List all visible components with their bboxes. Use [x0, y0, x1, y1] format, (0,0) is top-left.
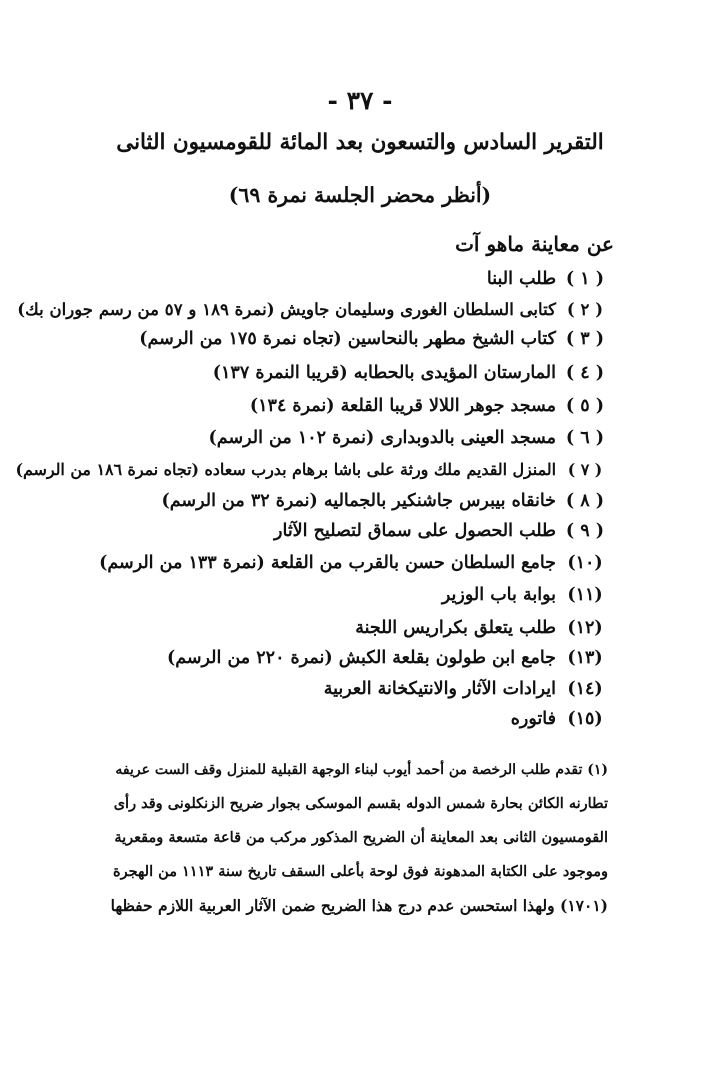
- report-subtitle: (أنظر محضر الجلسة نمرة ٦٩): [228, 183, 492, 207]
- item-number: ( ٤ ): [565, 363, 605, 383]
- item-text: طلب يتعلق بكراريس اللجنة: [355, 618, 556, 638]
- item-text: مسجد جوهر اللالا قريبا القلعة (نمرة ١٣٤): [249, 396, 556, 416]
- list-item: [209, 423, 610, 453]
- item-number: (١٢): [567, 618, 603, 638]
- paragraph-line: وموجود على الكتابة المدهونة فوق لوحة بأعلى السقف تاريخ سنة ١١١٣ من الهجرة: [113, 863, 608, 880]
- list-item: [139, 324, 610, 354]
- list-item: [213, 358, 610, 388]
- page-number: - ٣٧ -: [327, 86, 393, 115]
- item-text: طلب الحصول على سماق لتصليح الآثار: [274, 521, 556, 541]
- item-number: ( ٦ ): [565, 428, 605, 448]
- item-number: (١٥): [567, 709, 603, 729]
- item-text: كتابى السلطان الغورى وسليمان جاويش (نمرة ١٨٩ و ٥٧ من رسم جوران بك): [17, 299, 556, 319]
- paragraph-line: (١٧٠١) ولهذا استحسن عدم درج هذا الضريح ضمن الآثار العربية اللازم حفظها: [110, 896, 608, 915]
- section-heading: عن معاينة ماهو آت: [455, 232, 614, 256]
- list-item: [442, 580, 610, 610]
- item-number: ( ١ ): [565, 269, 605, 289]
- item-number: ( ٧ ): [567, 460, 603, 479]
- item-text: جامع السلطان حسن بالقرب من القلعة (نمرة ١٣٣ من الرسم): [99, 553, 556, 573]
- list-item: [17, 294, 610, 324]
- list-item: [355, 613, 610, 643]
- item-number: (١٤): [567, 679, 603, 699]
- item-text: ايرادات الآثار والانتيكخانة العربية: [323, 679, 556, 699]
- item-text: مسجد العينى بالدوبدارى (نمرة ١٠٢ من الرسم): [208, 428, 556, 448]
- list-item: [99, 548, 610, 578]
- body-paragraph: [108, 753, 608, 923]
- list-item: [487, 264, 610, 294]
- item-text: خانقاه بيبرس جاشنكير بالجماليه (نمرة ٣٢ من الرسم): [161, 491, 556, 511]
- list-item: [167, 643, 610, 673]
- item-number: (١١): [567, 585, 603, 605]
- paragraph-line: تطارنه الكائن بحارة شمس الدوله بقسم الموسكى بجوار ضريح الزنكلونى وقد رأى: [113, 795, 608, 812]
- report-title: التقرير السادس والتسعون بعد المائة للقومسيون الثانى: [116, 130, 604, 155]
- item-number: (١٠): [567, 553, 603, 573]
- list-item: [274, 516, 610, 546]
- item-number: ( ٢ ): [566, 299, 604, 319]
- item-text: فاتوره: [510, 709, 556, 729]
- paragraph-line: القومسيون الثانى بعد المعاينة أن الضريح المذكور مركب من قاعة متسعة ومقعرية: [114, 829, 608, 846]
- paragraph-line: (١) تقدم طلب الرخصة من أحمد أيوب لبناء الوجهة القبلية للمنزل وقف الست عريفه: [115, 762, 608, 778]
- item-number: (١٣): [567, 648, 603, 668]
- list-item: [162, 486, 611, 516]
- list-item: [15, 455, 610, 485]
- item-number: ( ٩ ): [565, 521, 605, 541]
- item-text: بوابة باب الوزير: [441, 585, 556, 605]
- item-text: المنزل القديم ملك ورثة على باشا برهام بدرب سعاده (تجاه نمرة ١٨٦ من الرسم): [15, 460, 556, 479]
- list-item: [324, 674, 610, 704]
- item-number: ( ٣ ): [565, 329, 605, 349]
- item-number: ( ٥ ): [565, 396, 605, 416]
- item-text: كتاب الشيخ مطهر بالنحاسين (تجاه نمرة ١٧٥ من الرسم): [139, 329, 556, 349]
- item-text: المارستان المؤيدى بالحطابه (قريبا النمرة ١٣٧): [212, 363, 556, 383]
- item-number: ( ٨ ): [565, 491, 605, 511]
- item-text: جامع ابن طولون بقلعة الكبش (نمرة ٢٢٠ من الرسم): [166, 648, 556, 668]
- list-item: [250, 391, 610, 421]
- list-item: [511, 704, 610, 734]
- item-text: طلب البنا: [486, 269, 556, 289]
